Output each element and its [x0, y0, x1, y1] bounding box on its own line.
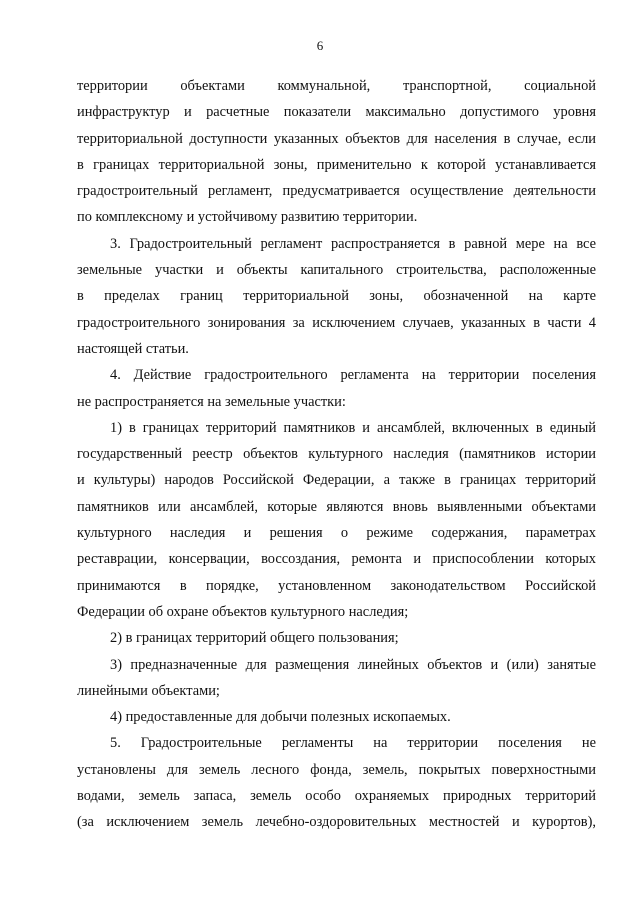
text-line: 5. Градостроительные регламенты на территории поселения не [110, 735, 596, 752]
text-line: водами, земель запаса, земель особо охраняемых природных территорий [77, 788, 596, 805]
text-line: и культуры) народов Российской Федерации, а также в границах территорий [77, 472, 596, 489]
text-line: земельные участки и объекты капитального строительства, расположенные [77, 262, 596, 279]
text-line: принимаются в порядке, установленном законодательством Российской [77, 577, 596, 594]
text-line: 4. Действие градостроительного регламента на территории поселения [110, 367, 596, 384]
text-line: культурного наследия и решения о режиме содержания, параметрах [77, 525, 596, 542]
text-line: линейными объектами; [77, 682, 220, 699]
text-line: 1) в границах территорий памятников и ансамблей, включенных в единый [110, 419, 596, 436]
text-line: территории объектами коммунальной, транспортной, социальной [77, 78, 596, 94]
text-line: 2) в границах территорий общего пользования; [110, 630, 399, 647]
text-line: (за исключением земель лечебно-оздоровительных местностей и курортов), [77, 814, 596, 831]
page-number: 6 [316, 38, 324, 53]
text-line: 3) предназначенные для размещения линейных объектов и (или) занятые [110, 656, 596, 673]
text-line: государственный реестр объектов культурного наследия (памятников истории [77, 446, 596, 463]
text-line: 4) предоставленные для добычи полезных ископаемых. [110, 709, 451, 726]
document-body [77, 73, 596, 836]
text-line: по комплексному и устойчивому развитию территории. [77, 209, 418, 226]
text-line: настоящей статьи. [77, 340, 189, 357]
text-line: в границах территориальной зоны, применительно к которой устанавливается [77, 156, 596, 173]
text-line: градостроительный регламент, предусматривается осуществление деятельности [77, 183, 596, 200]
text-line: памятников или ансамблей, которые являются вновь выявленными объектами [77, 498, 596, 515]
text-line: территориальной доступности указанных объектов для населения в случае, если [77, 130, 596, 147]
text-line: 3. Градостроительный регламент распространяется в равной мере на все [110, 235, 596, 252]
text-line: не распространяется на земельные участки: [77, 393, 346, 410]
text-line: градостроительного зонирования за исключением случаев, указанных в части 4 [77, 314, 596, 331]
text-line: реставрации, консервации, воссоздания, ремонта и приспособлении которых [77, 551, 596, 568]
text-line: установлены для земель лесного фонда, земель, покрытых поверхностными [77, 761, 596, 778]
text-line: инфраструктур и расчетные показатели максимально допустимого уровня [77, 104, 596, 121]
text-line: в пределах границ территориальной зоны, обозначенной на карте [77, 288, 596, 305]
text-line: Федерации об охране объектов культурного наследия; [77, 603, 409, 620]
